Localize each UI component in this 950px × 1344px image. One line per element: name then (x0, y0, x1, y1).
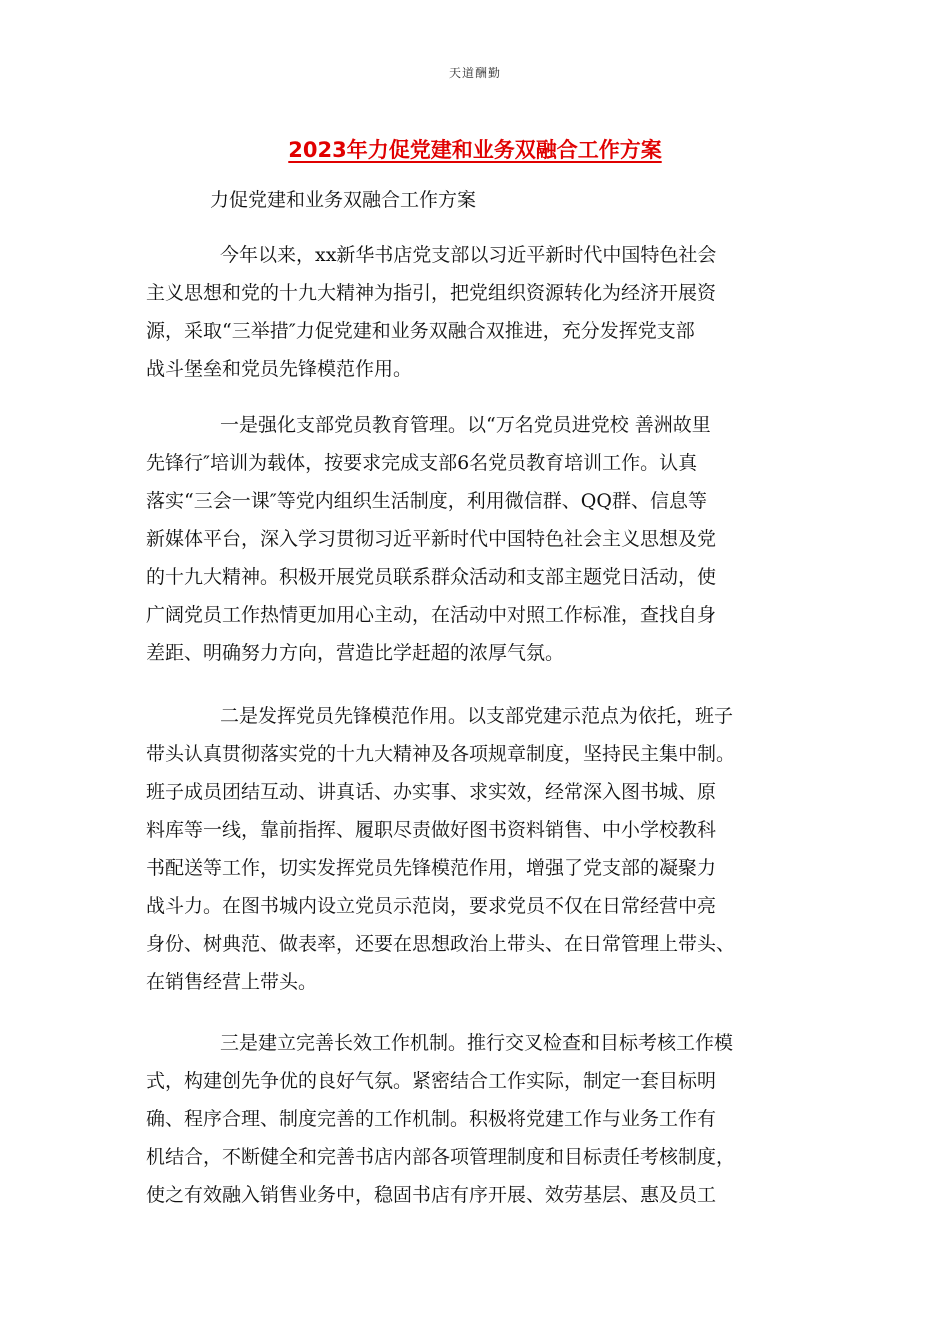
paragraph-line: 广阔党员工作热情更加用心主动，在活动中对照工作标准，查找自身 (146, 604, 717, 626)
paragraph-line: 身份、树典范、做表率，还要在思想政治上带头、在日常管理上带头、 (146, 933, 736, 955)
paragraph-line: 的十九大精神。积极开展党员联系群众活动和支部主题党日活动，使 (146, 566, 717, 588)
paragraph-line: 今年以来，xx新华书店党支部以习近平新时代中国特色社会 (220, 244, 717, 266)
paragraph-line: 差距、明确努力方向，营造比学赶超的浓厚气氛。 (146, 642, 565, 664)
document-subtitle: 力促党建和业务双融合工作方案 (210, 189, 477, 211)
paragraph-line: 式，构建创先争优的良好气氛。紧密结合工作实际，制定一套目标明 (146, 1070, 717, 1092)
paragraph-line: 料库等一线，靠前指挥、履职尽责做好图书资料销售、中小学校教科 (146, 819, 717, 841)
paragraph-line: 在销售经营上带头。 (146, 971, 318, 993)
page-header: 天道酬勤 (448, 66, 501, 80)
paragraph-point-two (146, 697, 826, 1001)
paragraph-line: 二是发挥党员先锋模范作用。以支部党建示范点为依托，班子 (220, 705, 734, 727)
paragraph-line: 落实“三会一课″等党内组织生活制度，利用微信群、QQ群、信息等 (146, 490, 707, 512)
paragraph-point-one (146, 406, 826, 672)
paragraph-point-three (146, 1024, 826, 1214)
paragraph-intro (146, 236, 826, 388)
paragraph-line: 一是强化支部党员教育管理。以“万名党员进党校 善洲故里 (220, 414, 711, 436)
paragraph-line: 主义思想和党的十九大精神为指引，把党组织资源转化为经济开展资 (146, 282, 717, 304)
paragraph-line: 源，采取“三举措″力促党建和业务双融合双推进，充分发挥党支部 (146, 320, 695, 342)
paragraph-line: 带头认真贯彻落实党的十九大精神及各项规章制度，坚持民主集中制。 (146, 743, 736, 765)
paragraph-line: 书配送等工作，切实发挥党员先锋模范作用，增强了党支部的凝聚力 (146, 857, 717, 879)
paragraph-line: 班子成员团结互动、讲真话、办实事、求实效，经常深入图书城、原 (146, 781, 717, 803)
paragraph-line: 战斗堡垒和党员先锋模范作用。 (146, 358, 413, 380)
paragraph-line: 新媒体平台，深入学习贯彻习近平新时代中国特色社会主义思想及党 (146, 528, 717, 550)
paragraph-line: 确、程序合理、制度完善的工作机制。积极将党建工作与业务工作有 (146, 1108, 717, 1130)
paragraph-line: 三是建立完善长效工作机制。推行交叉检查和目标考核工作模 (220, 1032, 734, 1054)
document-title: 2023年力促党建和业务双融合工作方案 (288, 138, 662, 162)
paragraph-line: 先锋行″培训为载体，按要求完成支部6名党员教育培训工作。认真 (146, 452, 698, 474)
paragraph-line: 使之有效融入销售业务中，稳固书店有序开展、效劳基层、惠及员工 (146, 1184, 717, 1206)
paragraph-line: 战斗力。在图书城内设立党员示范岗，要求党员不仅在日常经营中亮 (146, 895, 717, 917)
paragraph-line: 机结合，不断健全和完善书店内部各项管理制度和目标责任考核制度， (146, 1146, 736, 1168)
